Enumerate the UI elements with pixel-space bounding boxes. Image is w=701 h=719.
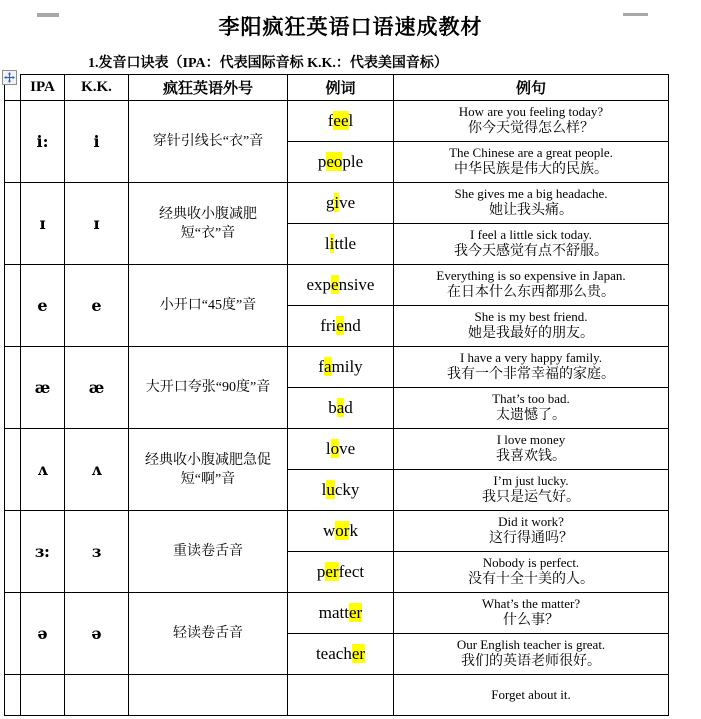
ipa-symbol: æ bbox=[21, 347, 65, 429]
word-part: k bbox=[349, 521, 358, 540]
word-part: exp bbox=[306, 275, 332, 294]
highlighted-letters: er bbox=[349, 603, 363, 622]
kk-symbol: i bbox=[65, 101, 129, 183]
word-part: ple bbox=[342, 152, 364, 171]
table-move-handle[interactable] bbox=[2, 70, 17, 85]
sentence-english: That’s too bad. bbox=[492, 391, 570, 406]
word-part: mily bbox=[331, 357, 363, 376]
example-sentence bbox=[394, 593, 669, 634]
word-part: ve bbox=[339, 439, 356, 458]
word-part: p bbox=[317, 152, 327, 171]
example-word bbox=[288, 224, 394, 265]
example-word bbox=[288, 511, 394, 552]
move-icon bbox=[4, 72, 15, 83]
sentence-chinese: 我有一个非常幸福的家庭。 bbox=[447, 367, 615, 382]
word-part: cky bbox=[334, 480, 360, 499]
gutter-cell bbox=[5, 265, 21, 347]
example-sentence bbox=[394, 675, 669, 716]
example-word bbox=[288, 552, 394, 593]
highlighted-letters: or bbox=[335, 521, 350, 540]
sentence-english: She gives me a big headache. bbox=[454, 186, 608, 201]
example-sentence bbox=[394, 347, 669, 388]
nickname-cell bbox=[129, 675, 288, 716]
word-part: matt bbox=[318, 603, 349, 622]
highlighted-letters: e bbox=[336, 316, 344, 335]
highlighted-letters: ee bbox=[333, 111, 349, 130]
word-part: l bbox=[321, 480, 327, 499]
example-sentence bbox=[394, 429, 669, 470]
example-sentence bbox=[394, 183, 669, 224]
example-sentence bbox=[394, 224, 669, 265]
ipa-symbol: ɜ: bbox=[21, 511, 65, 593]
sentence-chinese: 我喜欢钱。 bbox=[496, 449, 566, 464]
ipa-symbol: ɪ bbox=[21, 183, 65, 265]
highlighted-letters: u bbox=[326, 480, 335, 499]
sentence-chinese: 我今天感觉有点不舒服。 bbox=[454, 244, 608, 259]
sentence-chinese: 我们的英语老师很好。 bbox=[461, 654, 601, 669]
sentence-english: Nobody is perfect. bbox=[482, 555, 580, 570]
example-sentence bbox=[394, 511, 669, 552]
sentence-english: I’m just lucky. bbox=[493, 473, 569, 488]
kk-symbol: ʌ bbox=[65, 429, 129, 511]
ipa-symbol: ə bbox=[21, 593, 65, 675]
nickname-cell: 经典收小腹减肥急促短“啊”音 bbox=[129, 429, 288, 511]
kk-symbol: e bbox=[65, 265, 129, 347]
kk-symbol: ɜ bbox=[65, 511, 129, 593]
example-sentence bbox=[394, 470, 669, 511]
sentence-chinese: 没有十全十美的人。 bbox=[468, 572, 594, 587]
kk-symbol bbox=[65, 675, 129, 716]
table-row bbox=[5, 429, 669, 470]
example-word bbox=[288, 388, 394, 429]
word-part: b bbox=[328, 398, 337, 417]
pronunciation-table bbox=[4, 74, 669, 716]
highlighted-letters: o bbox=[330, 439, 340, 458]
ipa-symbol: ʌ bbox=[21, 429, 65, 511]
example-word bbox=[288, 429, 394, 470]
nickname-cell: 小开口“45度”音 bbox=[129, 265, 288, 347]
highlighted-letters: eo bbox=[326, 152, 343, 171]
sentence-chinese: 她是我最好的朋友。 bbox=[468, 326, 594, 341]
example-sentence bbox=[394, 265, 669, 306]
sentence-english: She is my best friend. bbox=[474, 309, 588, 324]
col-header-nickname: 疯狂英语外号 bbox=[129, 75, 288, 101]
highlighted-letters: i bbox=[334, 193, 340, 212]
sentence-chinese: 我只是运气好。 bbox=[482, 490, 580, 505]
table-row bbox=[5, 101, 669, 142]
sentence-english: Did it work? bbox=[498, 514, 564, 529]
sentence-chinese: 在日本什么东西都那么贵。 bbox=[447, 285, 615, 300]
table-header-row bbox=[5, 75, 669, 101]
sentence-chinese: 她让我头痛。 bbox=[489, 203, 573, 218]
word-part: fect bbox=[338, 562, 365, 581]
highlighted-letters: i bbox=[329, 234, 335, 253]
highlighted-letters: er bbox=[351, 644, 366, 663]
example-word bbox=[288, 675, 394, 716]
section-subtitle: 1.发音口诀表（IPA：代表国际音标 K.K.：代表美国音标） bbox=[88, 56, 448, 71]
word-part: w bbox=[323, 521, 336, 540]
nickname-cell: 重读卷舌音 bbox=[129, 511, 288, 593]
kk-symbol: ə bbox=[65, 593, 129, 675]
nickname-cell: 穿针引线长“衣”音 bbox=[129, 101, 288, 183]
example-sentence bbox=[394, 552, 669, 593]
word-part: l bbox=[325, 439, 331, 458]
page-title: 李阳疯狂英语口语速成教材 bbox=[218, 15, 483, 39]
table-row bbox=[5, 593, 669, 634]
word-part: f bbox=[318, 357, 324, 376]
table-row bbox=[5, 183, 669, 224]
word-part: g bbox=[325, 193, 335, 212]
col-header-example-sentence: 例句 bbox=[394, 75, 669, 101]
gutter-cell bbox=[5, 101, 21, 183]
kk-symbol: ɪ bbox=[65, 183, 129, 265]
table-row bbox=[5, 265, 669, 306]
highlighted-letters: e bbox=[331, 275, 339, 294]
kk-symbol: æ bbox=[65, 347, 129, 429]
word-part: nd bbox=[343, 316, 361, 335]
example-sentence bbox=[394, 142, 669, 183]
sentence-english: I love money bbox=[496, 432, 566, 447]
word-part: nsive bbox=[338, 275, 375, 294]
sentence-english: Forget about it. bbox=[491, 687, 571, 702]
example-word bbox=[288, 306, 394, 347]
gutter-cell bbox=[5, 347, 21, 429]
word-part: ve bbox=[339, 193, 356, 212]
highlighted-letters: a bbox=[336, 398, 345, 417]
sentence-english: How are you feeling today? bbox=[458, 104, 604, 119]
example-sentence bbox=[394, 101, 669, 142]
example-word bbox=[288, 142, 394, 183]
sentence-english: What’s the matter? bbox=[481, 596, 581, 611]
word-part: ttle bbox=[334, 234, 357, 253]
sentence-english: Our English teacher is great. bbox=[456, 637, 606, 652]
page-edge-artifact-left bbox=[37, 13, 59, 17]
table-row bbox=[5, 511, 669, 552]
example-word bbox=[288, 347, 394, 388]
example-word bbox=[288, 470, 394, 511]
word-part: teach bbox=[315, 644, 352, 663]
example-word bbox=[288, 593, 394, 634]
sentence-chinese: 中华民族是伟大的民族。 bbox=[454, 162, 608, 177]
word-part: l bbox=[324, 234, 330, 253]
example-word bbox=[288, 265, 394, 306]
col-header-kk: K.K. bbox=[65, 75, 129, 101]
ipa-symbol: e bbox=[21, 265, 65, 347]
col-header-example-word: 例词 bbox=[288, 75, 394, 101]
ipa-symbol bbox=[21, 675, 65, 716]
gutter-cell bbox=[5, 593, 21, 675]
word-part: l bbox=[348, 111, 354, 130]
sentence-english: The Chinese are a great people. bbox=[449, 145, 613, 160]
gutter-cell bbox=[5, 511, 21, 593]
table-row bbox=[5, 347, 669, 388]
col-header-ipa: IPA bbox=[21, 75, 65, 101]
nickname-cell: 大开口夸张“90度”音 bbox=[129, 347, 288, 429]
example-sentence bbox=[394, 306, 669, 347]
word-part: d bbox=[344, 398, 353, 417]
table-row-partial bbox=[5, 675, 669, 716]
ipa-symbol: i: bbox=[21, 101, 65, 183]
sentence-english: Everything is so expensive in Japan. bbox=[436, 268, 626, 283]
gutter-cell bbox=[5, 183, 21, 265]
highlighted-letters: a bbox=[323, 357, 332, 376]
sentence-chinese: 你今天觉得怎么样？ bbox=[468, 121, 594, 136]
nickname-cell: 轻读卷舌音 bbox=[129, 593, 288, 675]
nickname-cell: 经典收小腹减肥短“衣”音 bbox=[129, 183, 288, 265]
gutter-cell bbox=[5, 429, 21, 511]
highlighted-letters: er bbox=[325, 562, 339, 581]
example-word bbox=[288, 183, 394, 224]
sentence-english: I feel a little sick today. bbox=[470, 227, 592, 242]
example-word bbox=[288, 101, 394, 142]
word-part: f bbox=[327, 111, 334, 130]
sentence-chinese: 太遗憾了。 bbox=[496, 408, 566, 423]
example-word bbox=[288, 634, 394, 675]
sentence-chinese: 什么事？ bbox=[503, 613, 559, 628]
sentence-chinese: 这行得通吗？ bbox=[489, 531, 573, 546]
sentence-english: I have a very happy family. bbox=[459, 350, 603, 365]
gutter-cell bbox=[5, 675, 21, 716]
word-part: p bbox=[316, 562, 326, 581]
example-sentence bbox=[394, 388, 669, 429]
word-part: fri bbox=[320, 316, 337, 335]
page-edge-artifact-right bbox=[623, 13, 648, 16]
example-sentence bbox=[394, 634, 669, 675]
